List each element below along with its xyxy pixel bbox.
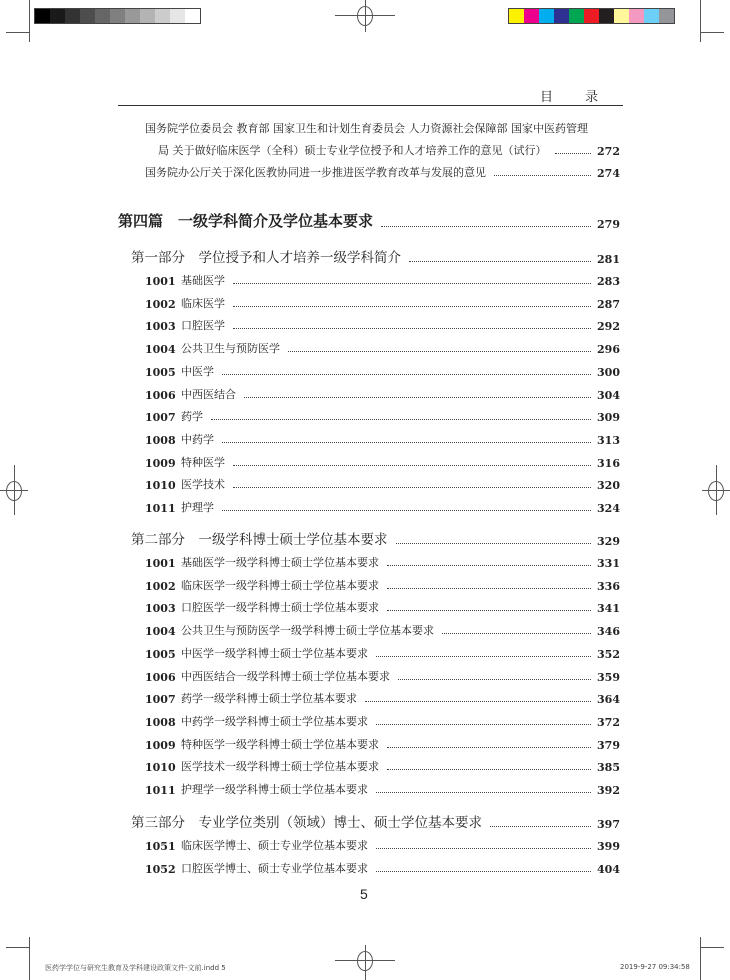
color-swatch xyxy=(569,9,584,23)
registration-mark-circle xyxy=(6,481,22,501)
toc-entry[interactable] xyxy=(145,645,620,661)
entry-code: 1011 xyxy=(145,502,176,515)
toc-part-entry[interactable] xyxy=(131,813,620,831)
dot-leader xyxy=(409,261,591,262)
entry-title: 口腔医学一级学科博士硕士学位基本要求 xyxy=(181,601,379,615)
entry-code: 1005 xyxy=(145,647,176,661)
entry-title: 局 关于做好临床医学（全科）硕士专业学位授予和人才培养工作的意见（试行） xyxy=(158,144,547,157)
toc-entry[interactable] xyxy=(145,577,620,593)
toc-entry[interactable] xyxy=(145,599,620,615)
entry-title: 基础医学一级学科博士硕士学位基本要求 xyxy=(181,556,379,569)
entry-title: 中西医结合 xyxy=(181,387,236,401)
toc-entry[interactable] xyxy=(145,668,620,684)
entry-code: 1003 xyxy=(145,602,176,616)
dot-leader xyxy=(288,351,591,352)
dot-leader xyxy=(222,510,591,511)
dot-leader xyxy=(233,283,591,284)
toc-entry[interactable] xyxy=(145,431,620,447)
entry-page: 352 xyxy=(597,647,620,661)
dot-leader xyxy=(233,328,591,329)
entry-code: 1052 xyxy=(145,862,176,876)
entry-page: 404 xyxy=(597,862,620,876)
toc-entry[interactable] xyxy=(145,758,620,774)
entry-page: 397 xyxy=(597,818,620,831)
crop-mark xyxy=(700,937,701,980)
color-swatch xyxy=(509,9,524,23)
color-swatch xyxy=(644,9,659,23)
entry-title: 药学一级学科博士硕士学位基本要求 xyxy=(181,692,357,706)
color-swatch xyxy=(110,9,125,23)
toc-entry[interactable] xyxy=(145,454,620,470)
crop-mark xyxy=(29,0,30,42)
entry-title: 国务院学位委员会 教育部 国家卫生和计划生育委员会 人力资源社会保障部 国家中医药管理 xyxy=(145,122,588,135)
dot-leader xyxy=(555,153,592,154)
entry-page: 304 xyxy=(597,388,620,402)
entry-title: 口腔医学 xyxy=(181,319,225,333)
color-swatch xyxy=(80,9,95,23)
dot-leader xyxy=(376,871,591,872)
toc-entry[interactable] xyxy=(145,120,620,136)
entry-code: 1010 xyxy=(145,479,176,493)
entry-page: 279 xyxy=(597,218,620,231)
entry-page: 331 xyxy=(597,557,620,570)
entry-title: 公共卫生与预防医学一级学科博士硕士学位基本要求 xyxy=(181,624,434,638)
entry-code: 1001 xyxy=(145,557,176,570)
dot-leader xyxy=(376,848,591,849)
color-swatch xyxy=(554,9,569,23)
entry-code: 1010 xyxy=(145,761,176,775)
color-swatch xyxy=(584,9,599,23)
registration-mark-circle xyxy=(357,951,373,971)
entry-code: 1007 xyxy=(145,693,176,707)
entry-page: 292 xyxy=(597,320,620,334)
entry-page: 320 xyxy=(597,479,620,493)
entry-code: 1009 xyxy=(145,456,176,470)
crop-mark xyxy=(700,947,724,948)
registration-mark-circle xyxy=(708,481,724,501)
toc-entry[interactable] xyxy=(145,272,620,288)
color-swatch xyxy=(185,9,200,23)
entry-page: 281 xyxy=(597,253,620,266)
toc-entry[interactable] xyxy=(145,295,620,311)
color-swatch xyxy=(599,9,614,23)
entry-page: 287 xyxy=(597,297,620,311)
entry-page: 364 xyxy=(597,693,620,707)
entry-code: 1007 xyxy=(145,411,176,425)
header-rule xyxy=(118,105,623,106)
color-swatch xyxy=(170,9,185,23)
entry-page: 346 xyxy=(597,625,620,639)
toc-entry[interactable] xyxy=(145,340,620,356)
entry-title: 临床医学一级学科博士硕士学位基本要求 xyxy=(181,578,379,592)
entry-page: 372 xyxy=(597,715,620,729)
entry-title: 特种医学 xyxy=(181,455,225,469)
entry-page: 300 xyxy=(597,365,620,379)
color-swatch xyxy=(155,9,170,23)
crop-mark xyxy=(6,32,30,33)
entry-code: 1005 xyxy=(145,365,176,379)
entry-title: 药学 xyxy=(181,410,203,424)
toc-entry[interactable] xyxy=(145,781,620,797)
dot-leader xyxy=(376,656,591,657)
crop-mark xyxy=(29,937,30,980)
dot-leader xyxy=(233,465,591,466)
entry-title: 国务院办公厅关于深化医教协同进一步推进医学教育改革与发展的意见 xyxy=(145,166,486,179)
color-swatch xyxy=(125,9,140,23)
entry-title: 中西医结合一级学科博士硕士学位基本要求 xyxy=(181,669,390,683)
dot-leader xyxy=(376,724,591,725)
running-header: 目 录 xyxy=(540,90,613,105)
part-title: 第三部分 专业学位类别（领域）博士、硕士学位基本要求 xyxy=(131,815,482,831)
toc-entry[interactable] xyxy=(145,363,620,379)
dot-leader xyxy=(398,679,591,680)
dot-leader xyxy=(387,565,591,566)
entry-page: 309 xyxy=(597,411,620,425)
entry-page: 313 xyxy=(597,433,620,447)
dot-leader xyxy=(233,487,591,488)
entry-code: 1002 xyxy=(145,579,176,593)
page-number: 5 xyxy=(360,886,368,902)
color-swatch xyxy=(35,9,50,23)
entry-code: 1004 xyxy=(145,343,176,357)
entry-title: 特种医学一级学科博士硕士学位基本要求 xyxy=(181,737,379,751)
entry-code: 1011 xyxy=(145,784,176,797)
dot-leader xyxy=(233,306,591,307)
entry-code: 1004 xyxy=(145,625,176,639)
grayscale-calibration-bar xyxy=(34,8,201,24)
toc-entry[interactable] xyxy=(145,736,620,752)
color-swatch xyxy=(659,9,674,23)
entry-title: 临床医学博士、硕士专业学位基本要求 xyxy=(181,839,368,852)
color-swatch xyxy=(614,9,629,23)
entry-page: 329 xyxy=(597,535,620,548)
crop-mark xyxy=(700,0,701,42)
toc-entry[interactable] xyxy=(145,690,620,706)
entry-title: 医学技术 xyxy=(181,478,225,492)
dot-leader xyxy=(365,701,591,702)
book-title: 第四篇 一级学科简介及学位基本要求 xyxy=(118,212,374,230)
entry-title: 护理学一级学科博士硕士学位基本要求 xyxy=(181,783,368,796)
entry-page: 316 xyxy=(597,456,620,470)
toc-entry[interactable] xyxy=(145,476,620,492)
dot-leader xyxy=(244,397,591,398)
dot-leader xyxy=(387,610,591,611)
dot-leader xyxy=(376,792,591,793)
toc-book-entry[interactable] xyxy=(118,211,620,231)
entry-title: 医学技术一级学科博士硕士学位基本要求 xyxy=(181,760,379,774)
toc-entry[interactable] xyxy=(145,860,620,876)
dot-leader xyxy=(442,633,591,634)
part-title: 第一部分 学位授予和人才培养一级学科简介 xyxy=(131,250,401,266)
entry-page: 324 xyxy=(597,502,620,515)
entry-page: 399 xyxy=(597,840,620,853)
entry-code: 1051 xyxy=(145,840,176,853)
toc-entry[interactable] xyxy=(145,499,620,515)
entry-code: 1003 xyxy=(145,320,176,334)
entry-title: 临床医学 xyxy=(181,296,225,310)
color-swatch xyxy=(140,9,155,23)
dot-leader xyxy=(387,747,591,748)
entry-page: 274 xyxy=(597,167,620,180)
toc-entry[interactable] xyxy=(145,164,620,180)
color-swatch xyxy=(629,9,644,23)
entry-title: 中药学 xyxy=(181,432,214,446)
color-calibration-bar xyxy=(508,8,675,24)
entry-code: 1001 xyxy=(145,275,176,288)
color-swatch xyxy=(524,9,539,23)
entry-page: 341 xyxy=(597,602,620,616)
crop-mark xyxy=(6,947,30,948)
color-swatch xyxy=(50,9,65,23)
entry-title: 基础医学 xyxy=(181,274,225,287)
entry-page: 296 xyxy=(597,343,620,357)
entry-title: 中药学一级学科博士硕士学位基本要求 xyxy=(181,714,368,728)
dot-leader xyxy=(387,588,591,589)
toc-part-entry[interactable] xyxy=(131,530,620,548)
entry-page: 359 xyxy=(597,670,620,684)
entry-page: 336 xyxy=(597,579,620,593)
dot-leader xyxy=(494,175,591,176)
entry-code: 1006 xyxy=(145,388,176,402)
entry-code: 1008 xyxy=(145,715,176,729)
toc-entry[interactable] xyxy=(145,713,620,729)
entry-page: 392 xyxy=(597,784,620,797)
dot-leader xyxy=(222,442,591,443)
toc-part-entry[interactable] xyxy=(131,248,620,266)
crop-mark xyxy=(700,32,724,33)
entry-page: 379 xyxy=(597,738,620,752)
color-swatch xyxy=(65,9,80,23)
entry-code: 1002 xyxy=(145,297,176,311)
entry-code: 1008 xyxy=(145,433,176,447)
entry-page: 385 xyxy=(597,761,620,775)
toc-entry[interactable] xyxy=(145,554,620,570)
entry-title: 护理学 xyxy=(181,501,214,514)
part-title: 第二部分 一级学科博士硕士学位基本要求 xyxy=(131,532,388,548)
dot-leader xyxy=(396,543,592,544)
dot-leader xyxy=(490,826,591,827)
toc-entry[interactable] xyxy=(145,408,620,424)
entry-page: 272 xyxy=(597,145,620,158)
color-swatch xyxy=(539,9,554,23)
entry-page: 283 xyxy=(597,275,620,288)
entry-title: 中医学 xyxy=(181,364,214,378)
dot-leader xyxy=(211,419,591,420)
entry-title: 口腔医学博士、硕士专业学位基本要求 xyxy=(181,861,368,875)
dot-leader xyxy=(222,374,591,375)
footer-timestamp: 2019-9-27 09:34:58 xyxy=(620,963,690,971)
entry-code: 1009 xyxy=(145,738,176,752)
toc-entry[interactable] xyxy=(158,142,620,158)
toc-entry[interactable] xyxy=(145,837,620,853)
registration-mark-circle xyxy=(357,6,373,26)
entry-title: 中医学一级学科博士硕士学位基本要求 xyxy=(181,646,368,660)
entry-title: 公共卫生与预防医学 xyxy=(181,342,280,356)
color-swatch xyxy=(95,9,110,23)
dot-leader xyxy=(387,769,591,770)
dot-leader xyxy=(381,226,591,227)
entry-code: 1006 xyxy=(145,670,176,684)
toc-entry[interactable] xyxy=(145,317,620,333)
toc-entry[interactable] xyxy=(145,622,620,638)
toc-entry[interactable] xyxy=(145,386,620,402)
footer-filename: 医药学学位与研究生教育及学科建设政策文件-文前.indd 5 xyxy=(45,964,226,972)
